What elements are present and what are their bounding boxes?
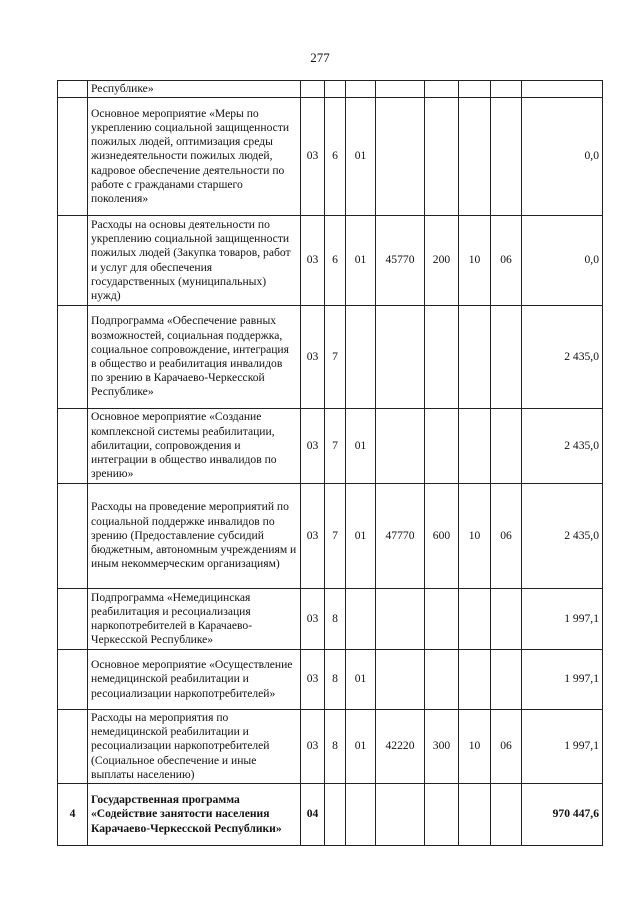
code-program: 03 [301, 98, 325, 216]
code-subsection: 06 [491, 216, 522, 306]
code-activity [346, 589, 376, 650]
code-subsection [491, 589, 522, 650]
row-name: Основное мероприятие «Осуществление немедицинской реабилитации и ресоциализации наркопотребителей» [88, 650, 301, 710]
code-program: 04 [301, 784, 325, 846]
table-row [58, 306, 603, 409]
code-direction [376, 589, 425, 650]
code-activity [346, 306, 376, 409]
row-name: Основное мероприятие «Создание комплексной системы реабилитации, абилитации, сопровождения и интеграции в общество инвалидов по зрению» [88, 409, 301, 484]
table-row [58, 409, 603, 484]
code-activity [346, 81, 376, 98]
code-direction [376, 409, 425, 484]
code-program [301, 81, 325, 98]
row-amount: 1 997,1 [522, 650, 603, 710]
row-amount: 2 435,0 [522, 306, 603, 409]
code-subprogram [325, 81, 346, 98]
table-row [58, 784, 603, 846]
row-name: Подпрограмма «Немедицинская реабилитация и ресоциализация наркопотребителей в Карачаево-Черкесской Республике» [88, 589, 301, 650]
code-expense-type: 300 [425, 710, 459, 784]
table-row [58, 710, 603, 784]
row-number [58, 589, 88, 650]
code-subsection [491, 81, 522, 98]
row-name: Расходы на мероприятия по немедицинской реабилитации и ресоциализации наркопотребителей (Социальное обеспечение и иные выплаты населению) [88, 710, 301, 784]
code-activity: 01 [346, 484, 376, 589]
code-subprogram: 8 [325, 589, 346, 650]
code-activity: 01 [346, 216, 376, 306]
code-subsection [491, 650, 522, 710]
code-subprogram: 8 [325, 650, 346, 710]
code-subprogram: 6 [325, 216, 346, 306]
row-number [58, 98, 88, 216]
code-expense-type [425, 650, 459, 710]
code-expense-type [425, 81, 459, 98]
code-direction [376, 784, 425, 846]
code-program: 03 [301, 710, 325, 784]
row-number [58, 650, 88, 710]
row-amount: 970 447,6 [522, 784, 603, 846]
row-amount: 0,0 [522, 216, 603, 306]
table-row [58, 216, 603, 306]
row-number [58, 484, 88, 589]
row-number [58, 306, 88, 409]
code-program: 03 [301, 589, 325, 650]
row-amount: 1 997,1 [522, 589, 603, 650]
table-row [58, 589, 603, 650]
row-amount: 1 997,1 [522, 710, 603, 784]
code-subprogram: 7 [325, 484, 346, 589]
code-program: 03 [301, 306, 325, 409]
row-number [58, 216, 88, 306]
code-expense-type [425, 589, 459, 650]
code-activity: 01 [346, 409, 376, 484]
code-expense-type [425, 409, 459, 484]
code-section [459, 589, 491, 650]
code-section [459, 650, 491, 710]
page-number: 277 [310, 50, 330, 65]
code-activity [346, 784, 376, 846]
code-subsection [491, 409, 522, 484]
code-subprogram [325, 784, 346, 846]
code-subsection [491, 784, 522, 846]
code-section [459, 409, 491, 484]
row-number [58, 409, 88, 484]
code-program: 03 [301, 650, 325, 710]
code-section [459, 784, 491, 846]
code-subsection [491, 98, 522, 216]
code-expense-type: 600 [425, 484, 459, 589]
code-section [459, 98, 491, 216]
code-subprogram: 7 [325, 306, 346, 409]
code-section [459, 306, 491, 409]
code-subprogram: 6 [325, 98, 346, 216]
budget-table [57, 80, 603, 846]
code-direction [376, 650, 425, 710]
row-name: Расходы на основы деятельности по укреплению социальной защищенности пожилых людей (Закупка товаров, работ и услуг для обеспечения государственных (муниципальных) нужд) [88, 216, 301, 306]
row-amount [522, 81, 603, 98]
code-activity: 01 [346, 98, 376, 216]
code-section: 10 [459, 216, 491, 306]
code-expense-type [425, 784, 459, 846]
code-section [459, 81, 491, 98]
row-number [58, 81, 88, 98]
code-expense-type: 200 [425, 216, 459, 306]
row-name: Основное мероприятие «Меры по укреплению социальной защищенности пожилых людей, оптимизация среды жизнедеятельности пожилых людей, кадровое обеспечение деятельности по работе с гражданами старшего поколения» [88, 98, 301, 216]
row-name: Государственная программа «Содействие занятости населения Карачаево-Черкесской Республики» [88, 784, 301, 846]
code-expense-type [425, 306, 459, 409]
code-section: 10 [459, 710, 491, 784]
code-subprogram: 7 [325, 409, 346, 484]
row-amount: 0,0 [522, 98, 603, 216]
code-direction [376, 81, 425, 98]
code-direction: 42220 [376, 710, 425, 784]
code-subsection: 06 [491, 710, 522, 784]
row-number: 4 [58, 784, 88, 846]
code-direction: 47770 [376, 484, 425, 589]
table-row [58, 98, 603, 216]
row-name: Республике» [88, 81, 301, 98]
table-row [58, 81, 603, 98]
row-number [58, 710, 88, 784]
code-program: 03 [301, 484, 325, 589]
code-direction [376, 306, 425, 409]
table-row [58, 650, 603, 710]
code-direction [376, 98, 425, 216]
code-subsection: 06 [491, 484, 522, 589]
table-row [58, 484, 603, 589]
row-name: Подпрограмма «Обеспечение равных возможностей, социальная поддержка, социальное сопровождение, интеграция в общество и реабилитация инвалидов по зрению в Карачаево-Черкесской Республике» [88, 306, 301, 409]
code-activity: 01 [346, 710, 376, 784]
row-amount: 2 435,0 [522, 484, 603, 589]
code-subprogram: 8 [325, 710, 346, 784]
code-program: 03 [301, 409, 325, 484]
code-program: 03 [301, 216, 325, 306]
code-activity: 01 [346, 650, 376, 710]
code-expense-type [425, 98, 459, 216]
code-subsection [491, 306, 522, 409]
code-direction: 45770 [376, 216, 425, 306]
row-amount: 2 435,0 [522, 409, 603, 484]
row-name: Расходы на проведение мероприятий по социальной поддержке инвалидов по зрению (Предоставление субсидий бюджетным, автономным учреждениям и иным некоммерческим организациям) [88, 484, 301, 589]
code-section: 10 [459, 484, 491, 589]
